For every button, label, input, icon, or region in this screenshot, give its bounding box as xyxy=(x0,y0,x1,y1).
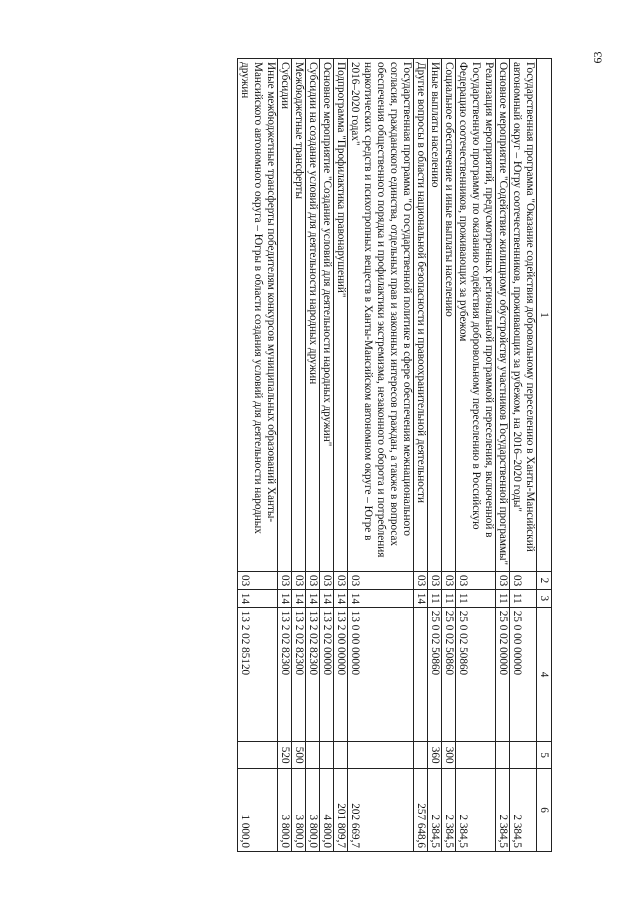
header-cell: 6 xyxy=(537,769,552,852)
table-row xyxy=(348,59,414,852)
row-value-cell: 11 xyxy=(510,589,537,607)
row-value-cell: 14 xyxy=(320,589,334,607)
table-row xyxy=(238,59,278,852)
row-value-cell: 201 809,7 xyxy=(334,769,348,852)
row-value-cell: 14 xyxy=(348,589,414,607)
row-value-cell: 03 xyxy=(496,571,510,589)
row-value-cell: 2 384,5 xyxy=(456,769,496,852)
table-row xyxy=(292,59,306,852)
table-row xyxy=(496,59,510,852)
row-value-cell: 03 xyxy=(334,571,348,589)
row-value-cell: 14 xyxy=(306,589,320,607)
row-name-cell: Основное мероприятие "Содействие жилищному обустройству участников Государственной программы" xyxy=(496,59,510,572)
row-name-cell: Социальное обеспечение и иные выплаты населению xyxy=(442,59,456,572)
row-value-cell: 3 800,0 xyxy=(292,769,306,852)
row-name-cell: Межбюджетные трансферты xyxy=(292,59,306,572)
row-name-cell: Иные выплаты населению xyxy=(428,59,442,572)
row-value-cell: 14 xyxy=(292,589,306,607)
row-name-cell: Субсидии на создание условий для деятельности народных дружин xyxy=(306,59,320,572)
table-row xyxy=(414,59,428,852)
row-value-cell xyxy=(414,607,428,741)
row-value-cell: 257 648,6 xyxy=(414,769,428,852)
row-value-cell: 2 384,5 xyxy=(442,769,456,852)
row-value-cell: 11 xyxy=(496,589,510,607)
row-value-cell: 300 xyxy=(442,742,456,769)
table-row xyxy=(278,59,292,852)
row-value-cell: 13 2 02 00000 xyxy=(320,607,334,741)
row-value-cell: 1 000,0 xyxy=(238,769,278,852)
table-row xyxy=(510,59,537,852)
row-value-cell: 13 2 02 82300 xyxy=(292,607,306,741)
table-row xyxy=(334,59,348,852)
table-row xyxy=(428,59,442,852)
row-value-cell: 14 xyxy=(238,589,278,607)
row-value-cell: 360 xyxy=(428,742,442,769)
row-name-cell: Государственная программа "О государственной политике в сфере обеспечения межнационального согласия, гражданского единства, отдельных прав и законных интересов граждан, а также в вопросах обеспечения общественного порядка и профилактики экстремизма, незаконного оборота и потребления наркотических средств и психотропных веществ в Ханты-Мансийском автономном округе – Югре в 2016–2020 годах" xyxy=(348,59,414,572)
row-value-cell: 03 xyxy=(510,571,537,589)
row-value-cell xyxy=(306,742,320,769)
row-value-cell: 14 xyxy=(278,589,292,607)
row-value-cell: 2 384,5 xyxy=(496,769,510,852)
row-name-cell: Реализация мероприятий, предусмотренных региональной программой переселения, включенной в Государственную программу по оказанию содействия добровольному переселению в Российскую Федерацию соотечественников, проживающих за рубежом xyxy=(456,59,496,572)
row-value-cell: 03 xyxy=(456,571,496,589)
row-value-cell: 03 xyxy=(442,571,456,589)
header-row xyxy=(537,59,552,852)
row-name-cell: Иные межбюджетные трансферты победителям конкурсов муниципальных образований Ханты-Мансийского автономного округа – Югры в области создания условий для деятельности народных дружин xyxy=(238,59,278,572)
row-value-cell: 2 384,5 xyxy=(428,769,442,852)
page-number: 63 xyxy=(590,51,605,64)
row-value-cell: 3 800,0 xyxy=(278,769,292,852)
row-value-cell: 03 xyxy=(428,571,442,589)
row-value-cell: 13 2 00 00000 xyxy=(334,607,348,741)
row-value-cell: 202 669,7 xyxy=(348,769,414,852)
row-value-cell: 13 0 00 00000 xyxy=(348,607,414,741)
row-value-cell: 25 0 00 00000 xyxy=(510,607,537,741)
row-value-cell: 11 xyxy=(428,589,442,607)
table-row xyxy=(320,59,334,852)
row-value-cell: 14 xyxy=(334,589,348,607)
table-row xyxy=(442,59,456,852)
budget-table xyxy=(237,58,552,852)
row-value-cell xyxy=(238,742,278,769)
table-row xyxy=(306,59,320,852)
header-cell: 5 xyxy=(537,742,552,769)
row-value-cell: 03 xyxy=(306,571,320,589)
row-value-cell: 03 xyxy=(348,571,414,589)
row-value-cell: 3 800,0 xyxy=(306,769,320,852)
row-value-cell: 03 xyxy=(292,571,306,589)
row-value-cell: 13 2 02 82300 xyxy=(306,607,320,741)
row-value-cell: 25 0 02 00000 xyxy=(496,607,510,741)
row-value-cell xyxy=(320,742,334,769)
row-value-cell: 25 0 02 50860 xyxy=(428,607,442,741)
row-value-cell xyxy=(414,742,428,769)
row-value-cell: 500 xyxy=(292,742,306,769)
row-value-cell xyxy=(334,742,348,769)
row-value-cell: 2 384,5 xyxy=(510,769,537,852)
row-name-cell: Подпрограмма "Профилактика правонарушений" xyxy=(334,59,348,572)
row-value-cell: 11 xyxy=(456,589,496,607)
row-value-cell xyxy=(496,742,510,769)
row-name-cell: Субсидии xyxy=(278,59,292,572)
row-value-cell: 13 2 02 85120 xyxy=(238,607,278,741)
row-value-cell: 11 xyxy=(442,589,456,607)
row-value-cell: 13 2 02 82300 xyxy=(278,607,292,741)
row-value-cell: 03 xyxy=(278,571,292,589)
row-value-cell xyxy=(456,742,496,769)
row-value-cell: 25 0 02 50860 xyxy=(442,607,456,741)
row-name-cell: Основное мероприятие "Создание условий для деятельности народных дружин" xyxy=(320,59,334,572)
row-value-cell xyxy=(510,742,537,769)
row-name-cell: Государственная программа "Оказание содействия добровольному переселению в Ханты-Мансийский автономный округ – Югру соотечественников, проживающих за рубежом, на 2016–2020 годы" xyxy=(510,59,537,572)
row-value-cell: 14 xyxy=(414,589,428,607)
header-cell: 2 xyxy=(537,571,552,589)
header-cell: 4 xyxy=(537,607,552,741)
row-name-cell: Другие вопросы в области национальной безопасности и правоохранительной деятельности xyxy=(414,59,428,572)
row-value-cell: 03 xyxy=(414,571,428,589)
row-value-cell: 520 xyxy=(278,742,292,769)
row-value-cell xyxy=(348,742,414,769)
row-value-cell: 4 800,0 xyxy=(320,769,334,852)
table-row xyxy=(456,59,496,852)
row-value-cell: 03 xyxy=(320,571,334,589)
header-cell: 1 xyxy=(537,59,552,572)
header-cell: 3 xyxy=(537,589,552,607)
row-value-cell: 03 xyxy=(238,571,278,589)
row-value-cell: 25 0 02 50860 xyxy=(456,607,496,741)
